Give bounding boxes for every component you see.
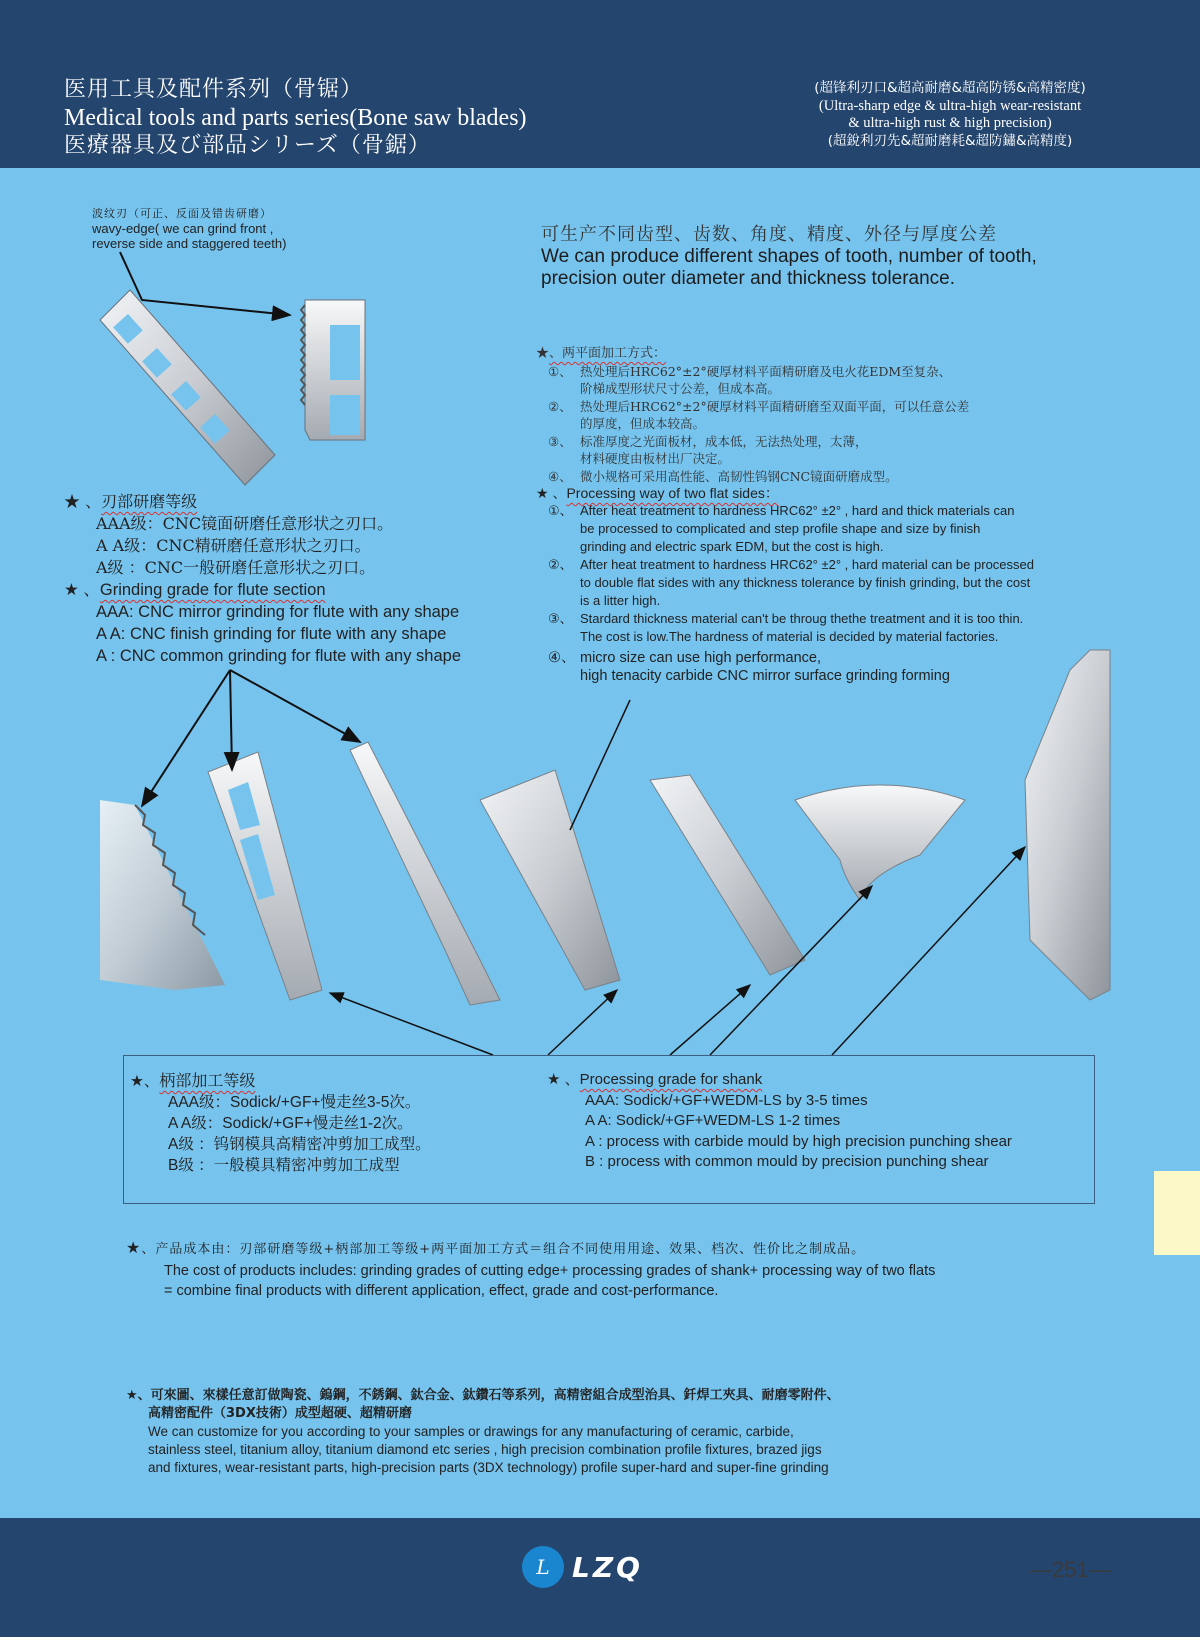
title-jp: 医療器具及び部品シリーズ（骨鋸） [64, 133, 431, 158]
tagline-en-1: (Ultra-sharp edge & ultra-high wear-resistant [818, 97, 1082, 114]
blade-ruler [208, 752, 322, 1000]
produce-note [541, 224, 1037, 290]
shank-en-section [547, 1070, 1012, 1173]
list-item-cont: 材料硬度由板材出厂决定。 [580, 451, 731, 466]
shank-cn-section [130, 1070, 431, 1176]
title-cn: 医用工具及配件系列（骨锯） [64, 77, 364, 102]
star-icon: ★ [536, 346, 550, 361]
custom-cn-1: ★、可來圖、來樣任意訂做陶瓷、鎢鋼，不銹鋼、鈦合金、鈦鑽石等系列，高精密組合成型治具、釺焊工夾具、耐磨零附件、 [126, 1388, 840, 1403]
grinding-en-heading: ★ 、Grinding grade for flute section [64, 581, 326, 599]
custom-cn-2: 高精密配件（3DX技術）成型超硬、超精研磨 [148, 1406, 412, 1421]
list-item: A A: CNC finish grinding for flute with any shape [96, 625, 447, 643]
shank-cn-heading: ★、柄部加工等级 [130, 1071, 256, 1090]
star-icon: ★ [126, 1388, 138, 1403]
list-item: A A级：CNC精研磨任意形状之刃口。 [96, 536, 371, 555]
wavy-caption-cn: 波纹刃（可正、反面及错齿研磨） [92, 207, 272, 220]
list-item: A级 ：钨钢模具高精密冲剪加工成型。 [168, 1136, 431, 1153]
list-item-cont: grinding and electric spark EDM, but the cost is high. [580, 539, 884, 554]
produce-en-1: We can produce different shapes of tooth, number of tooth, [541, 246, 1037, 267]
list-item-cont: The cost is low.The hardness of material is decided by material factories. [580, 629, 999, 644]
tagline-tw: (超銳利刃先&超耐磨耗&超防鏽&高精度) [827, 132, 1073, 149]
grinding-cn-heading: ★ 、刃部研磨等级 [64, 492, 198, 511]
flat-sides-en-heading: ★ 、Processing way of two flat sides： [536, 485, 779, 501]
star-icon: ★ [130, 1073, 144, 1090]
custom-en-1: We can customize for you according to your samples or drawings for any manufacturing of ceramic, carbide, [148, 1424, 794, 1439]
list-item: B级 ：一般模具精密冲剪加工成型 [168, 1157, 400, 1174]
star-icon: ★ [536, 485, 549, 501]
page-tab-marker [1154, 1171, 1200, 1255]
logo-mark-icon: L [522, 1546, 564, 1588]
flat-sides-cn-heading: ★、两平面加工方式： [536, 346, 667, 361]
list-item-cont: is a litter high. [580, 593, 661, 608]
list-item: A : CNC common grinding for flute with any shape [96, 647, 462, 665]
list-item: AAA: Sodick/+GF+WEDM-LS by 3-5 times [585, 1091, 868, 1109]
blade-long-vertical [1025, 650, 1110, 1000]
list-item: A A: Sodick/+GF+WEDM-LS 1-2 times [585, 1112, 841, 1129]
list-item: ②、 After heat treatment to hardness HRC62° ±2° , hard material can be processed [548, 557, 1034, 572]
page-number: —251— [1030, 1557, 1111, 1582]
list-item-cont: high tenacity carbide CNC mirror surface grinding forming [580, 668, 950, 684]
produce-en-2: precision outer diameter and thickness tolerance. [541, 268, 956, 289]
list-item: A级 ：CNC一般研磨任意形状之刃口。 [96, 558, 376, 577]
list-item: ②、 热处理后HRC62°±2°硬厚材料平面精研磨至双面平面，可以任意公差 [548, 398, 970, 414]
list-item: A A级：Sodick/+GF+慢走丝1-2次。 [168, 1115, 413, 1132]
list-item: ③、 标准厚度之光面板材，成本低，无法热处理，太薄， [548, 433, 868, 449]
blade-fan [795, 785, 965, 900]
list-item: A : process with carbide mould by high precision punching shear [585, 1132, 1012, 1150]
brand-logo [522, 1546, 643, 1588]
wavy-caption-en-1: wavy-edge( we can grind front , [92, 221, 274, 236]
list-item: ③、 Stardard thickness material can't be throug thethe treatment and it is too thin. [548, 611, 1024, 626]
list-item: B : process with common mould by precision punching shear [585, 1153, 989, 1170]
flat-sides-cn-section [536, 345, 970, 485]
cost-en-2: = combine final products with different application, effect, grade and cost-performance. [164, 1283, 719, 1299]
tagline-en-2: & ultra-high rust & high precision) [848, 115, 1052, 131]
cost-cn: ★、产品成本由：刃部研磨等级+柄部加工等级+两平面加工方式＝组合不同使用用途、效果、档次、性价比之制成品。 [126, 1238, 866, 1257]
star-icon: ★ [64, 492, 81, 511]
list-item-cont: 的厚度，但成本较高。 [580, 416, 706, 431]
blade-serrated-left [100, 800, 225, 990]
blade-wide-2 [650, 775, 805, 975]
shank-en-heading: ★ 、Processing grade for shank [547, 1071, 763, 1088]
wavy-edge-blade-diagonal [100, 290, 275, 485]
list-item: ①、 After heat treatment to hardness HRC62° ±2° , hard and thick materials can [548, 503, 1015, 518]
blade-long-toothed [350, 742, 500, 1005]
title-en: Medical tools and parts series(Bone saw blades) [64, 105, 527, 131]
list-item: AAA级：Sodick/+GF+慢走丝3-5次。 [168, 1094, 421, 1111]
cost-note [126, 1238, 935, 1302]
star-icon: ★ [547, 1071, 561, 1088]
produce-cn: 可生产不同齿型、齿数、角度、精度、外径与厚度公差 [541, 224, 997, 245]
list-item: ④、 微小规格可采用高性能、高韧性钨钢CNC镜面研磨成型。 [548, 468, 898, 484]
list-item: AAA级：CNC镜面研磨任意形状之刃口。 [96, 514, 394, 533]
list-item: AAA: CNC mirror grinding for flute with any shape [96, 603, 460, 621]
wavy-caption-en-2: reverse side and staggered teeth) [92, 236, 287, 251]
star-icon: ★ [64, 581, 79, 599]
list-item-cont: to double flat sides with any thickness tolerance by finish grinding, but the cost [580, 575, 1031, 590]
logo-text: LZQ [572, 1550, 643, 1584]
list-item: ④、 micro size can use high performance, [548, 650, 821, 666]
star-icon: ★ [126, 1238, 142, 1257]
list-item-cont: 阶梯成型形状尺寸公差，但成本高。 [580, 381, 781, 396]
list-item: ①、 热处理后HRC62°±2°硬厚材料平面精研磨及电火花EDM至复杂、 [548, 363, 952, 379]
wavy-edge-blade-upright [301, 300, 365, 440]
list-item-cont: be processed to complicated and step profile shape and size by finish [580, 521, 981, 536]
flat-sides-en-section [536, 484, 1034, 685]
tagline-cn: (超锋利刃口&超高耐磨&超高防锈&高精密度) [814, 80, 1086, 96]
grinding-grade-section [64, 491, 461, 667]
custom-en-3: and fixtures, wear-resistant parts, high-precision parts (3DX technology) profile super-hard and super-fine grinding [148, 1460, 829, 1475]
blade-wide-1 [480, 770, 620, 990]
cost-en-1: The cost of products includes: grinding grades of cutting edge+ processing grades of shank+ processing way of two flats [164, 1262, 936, 1279]
wavy-edge-caption [92, 206, 286, 251]
custom-en-2: stainless steel, titanium alloy, titanium diamond etc series , high precision combination profile fixtures, brazed jigs [148, 1442, 822, 1457]
customization-note [126, 1387, 840, 1477]
